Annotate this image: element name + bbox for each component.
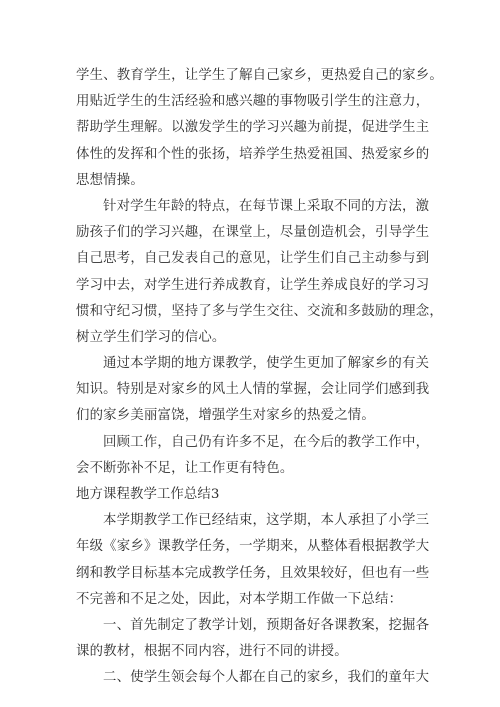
text-line: 帮助学生理解。以激发学生的学习兴趣为前提，促进学生主 [76,120,430,136]
text-line: 自己思考，自己发表自己的意见，让学生们自己主动参与到 [76,251,430,267]
text-line: 体性的发挥和个性的张扬，培养学生热爱祖国、热爱家乡的 [76,146,430,162]
paragraph-first-line: 回顾工作，自己仍有许多不足，在今后的教学工作中， [103,434,430,450]
text-line: 思想情操。 [76,172,144,188]
text-line: 会不断弥补不足，让工作更有特色。 [76,460,294,476]
text-line: 学习中去，对学生进行养成教育，让学生养成良好的学习习 [76,277,430,293]
paragraph-first-line: 本学期教学工作已经结束，这学期，本人承担了小学三 [103,513,430,529]
text-line: 年级《家乡》课教学任务，一学期来，从整体看根据教学大 [76,539,430,555]
text-line: 知识。特别是对家乡的风土人情的掌握，会让同学们感到我 [76,382,430,398]
text-line: 树立学生们学习的信心。 [76,329,226,345]
document-body [76,63,443,692]
text-line: 不完善和不足之处，因此，对本学期工作做一下总结： [76,591,403,607]
text-line: 励孩子们的学习兴趣，在课堂上，尽量创造机会，引导学生 [76,225,430,241]
paragraph-first-line: 一、首先制定了教学计划，预期备好各课教案，挖掘各 [103,617,430,633]
text-line: 惯和守纪习惯，坚持了多与学生交往、交流和多鼓励的理念， [76,303,443,319]
text-line: 纲和教学目标基本完成教学任务，且效果较好，但也有一些 [76,565,430,581]
paragraph-first-line: 通过本学期的地方课教学，使学生更加了解家乡的有关 [103,356,430,372]
text-line: 们的家乡美丽富饶，增强学生对家乡的热爱之情。 [76,408,375,424]
paragraph-first-line: 二、使学生领会每个人都在自己的家乡，我们的童年大 [103,670,430,686]
text-line: 用贴近学生的生活经验和感兴趣的事物吸引学生的注意力， [76,94,430,110]
paragraph-first-line: 针对学生年龄的特点，在每节课上采取不同的方法，激 [103,198,430,214]
section-heading: 地方课程教学工作总结3 [76,487,220,502]
text-line: 课的教材，根据不同内容，进行不同的讲授。 [76,644,348,660]
text-line: 学生、教育学生，让学生了解自己家乡，更热爱自己的家乡。 [76,68,443,83]
